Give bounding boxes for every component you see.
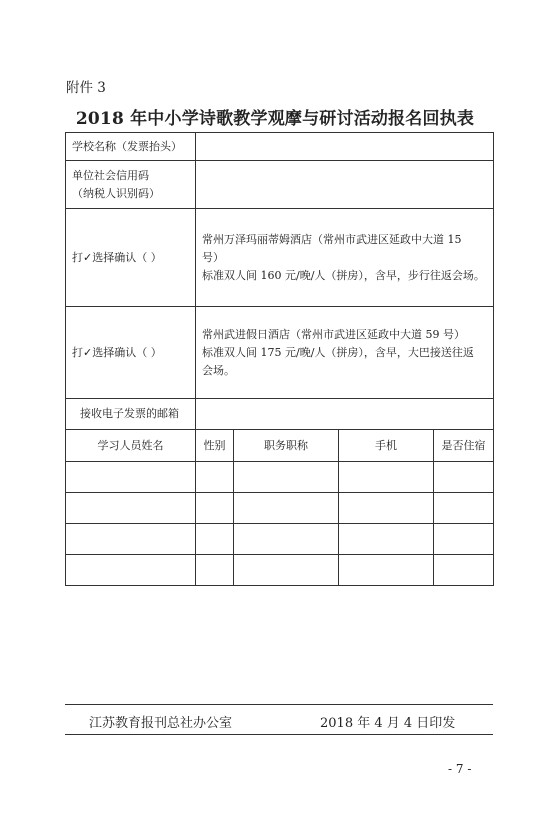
- attendee-name-cell[interactable]: [66, 493, 196, 524]
- hotel-2-name: 常州武进假日酒店（常州市武进区延政中大道 59 号）: [202, 327, 465, 341]
- column-phone: 手机: [339, 430, 434, 462]
- attendee-phone-cell[interactable]: [339, 493, 434, 524]
- hotel-option-1-description: [196, 209, 494, 307]
- credit-code-label-line2: （纳税人识别码）: [72, 186, 160, 200]
- attendee-title-cell[interactable]: [234, 524, 339, 555]
- hotel-2-price: 标准双人间 175 元/晚/人（拼房），含早，大巴接送往返: [202, 345, 474, 359]
- credit-code-label-line1: 单位社会信用码: [72, 168, 149, 182]
- attendee-title-cell[interactable]: [234, 493, 339, 524]
- attachment-label: 附件 3: [66, 80, 106, 96]
- school-name-field[interactable]: [196, 133, 494, 161]
- select-confirm-label: 打✓选择确认（ ）: [72, 250, 162, 264]
- attendee-accommodation-cell[interactable]: [434, 555, 494, 586]
- email-label: 接收电子发票的邮箱: [66, 399, 196, 430]
- attendee-phone-cell[interactable]: [339, 524, 434, 555]
- footer-top-rule: [65, 704, 493, 705]
- table-row: [66, 493, 494, 524]
- registration-form-table: [65, 132, 494, 586]
- hotel-1-price: 标准双人间 160 元/晚/人（拼房），含早，步行往返会场。: [202, 268, 485, 282]
- attendee-gender-cell[interactable]: [196, 493, 234, 524]
- hotel-option-row-2: [66, 307, 494, 399]
- attendee-title-cell[interactable]: [234, 462, 339, 493]
- email-row: [66, 399, 494, 430]
- attendee-title-cell[interactable]: [234, 555, 339, 586]
- column-name: 学习人员姓名: [66, 430, 196, 462]
- table-row: [66, 555, 494, 586]
- attendee-accommodation-cell[interactable]: [434, 524, 494, 555]
- column-title: 职务职称: [234, 430, 339, 462]
- attendee-phone-cell[interactable]: [339, 555, 434, 586]
- hotel-option-2-description: [196, 307, 494, 399]
- attendee-header-row: [66, 430, 494, 462]
- table-row: [66, 462, 494, 493]
- attendee-accommodation-cell[interactable]: [434, 462, 494, 493]
- hotel-option-row-1: [66, 209, 494, 307]
- table-row: [66, 524, 494, 555]
- column-accommodation: 是否住宿: [434, 430, 494, 462]
- hotel-1-name-cont: 号）: [202, 250, 224, 264]
- attendee-name-cell[interactable]: [66, 524, 196, 555]
- credit-code-label: [66, 161, 196, 209]
- hotel-1-name: 常州万泽玛丽蒂姆酒店（常州市武进区延政中大道 15: [202, 232, 462, 246]
- credit-code-row: [66, 161, 494, 209]
- select-confirm-label: 打✓选择确认（ ）: [72, 345, 162, 359]
- school-row: [66, 133, 494, 161]
- page-number: - 7 -: [448, 762, 472, 776]
- attendee-name-cell[interactable]: [66, 555, 196, 586]
- credit-code-field[interactable]: [196, 161, 494, 209]
- school-name-label: 学校名称（发票抬头）: [66, 133, 196, 161]
- email-field[interactable]: [196, 399, 494, 430]
- footer-bottom-rule: [65, 734, 493, 735]
- attendee-gender-cell[interactable]: [196, 555, 234, 586]
- issuer-office: 江苏教育报刊总社办公室: [89, 716, 233, 731]
- attendee-name-cell[interactable]: [66, 462, 196, 493]
- attendee-gender-cell[interactable]: [196, 462, 234, 493]
- hotel-option-1-select[interactable]: [66, 209, 196, 307]
- issue-date: 2018 年 4 月 4 日印发: [320, 716, 456, 731]
- attendee-gender-cell[interactable]: [196, 524, 234, 555]
- hotel-option-2-select[interactable]: [66, 307, 196, 399]
- column-gender: 性别: [196, 430, 234, 462]
- attendee-accommodation-cell[interactable]: [434, 493, 494, 524]
- attendee-phone-cell[interactable]: [339, 462, 434, 493]
- form-title: 2018 年中小学诗歌教学观摩与研讨活动报名回执表: [75, 109, 475, 129]
- hotel-2-price-cont: 会场。: [202, 363, 235, 377]
